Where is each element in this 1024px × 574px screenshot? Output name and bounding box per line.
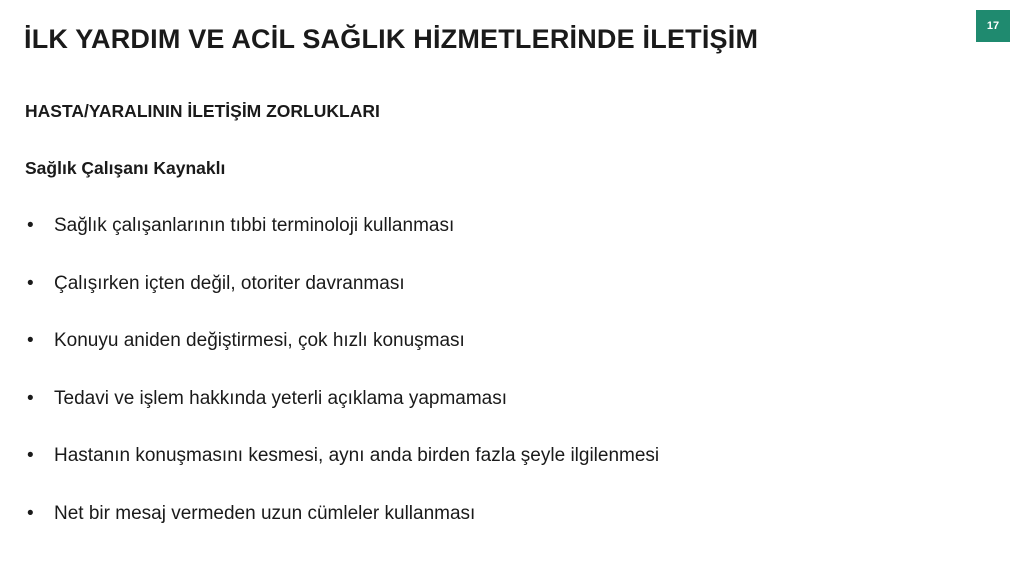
bullet-icon: • — [27, 502, 34, 524]
bullet-icon: • — [27, 215, 34, 236]
bullet-text: Çalışırken içten değil, otoriter davranması — [54, 272, 405, 294]
subheading: Sağlık Çalışanı Kaynaklı — [25, 158, 226, 178]
bullet-text: Sağlık çalışanlarının tıbbi terminoloji kullanması — [54, 215, 455, 236]
bullet-icon: • — [27, 445, 34, 466]
bullet-text: Hastanın konuşmasını kesmesi, aynı anda birden fazla şeyle ilgilenmesi — [54, 445, 660, 466]
slide-title: İLK YARDIM VE ACİL SAĞLIK HİZMETLERİNDE İLETİŞİM — [24, 24, 759, 54]
bullet-text: Net bir mesaj vermeden uzun cümleler kullanması — [54, 502, 476, 524]
bullet-icon: • — [27, 330, 34, 351]
bullet-icon: • — [27, 272, 34, 294]
section-heading: HASTA/YARALININ İLETİŞİM ZORLUKLARI — [25, 101, 380, 121]
page-number-badge: 17 — [976, 10, 1010, 42]
bullet-text: Tedavi ve işlem hakkında yeterli açıklama yapmaması — [54, 387, 508, 409]
bullet-icon: • — [27, 387, 34, 409]
bullet-text: Konuyu aniden değiştirmesi, çok hızlı konuşması — [54, 330, 465, 351]
